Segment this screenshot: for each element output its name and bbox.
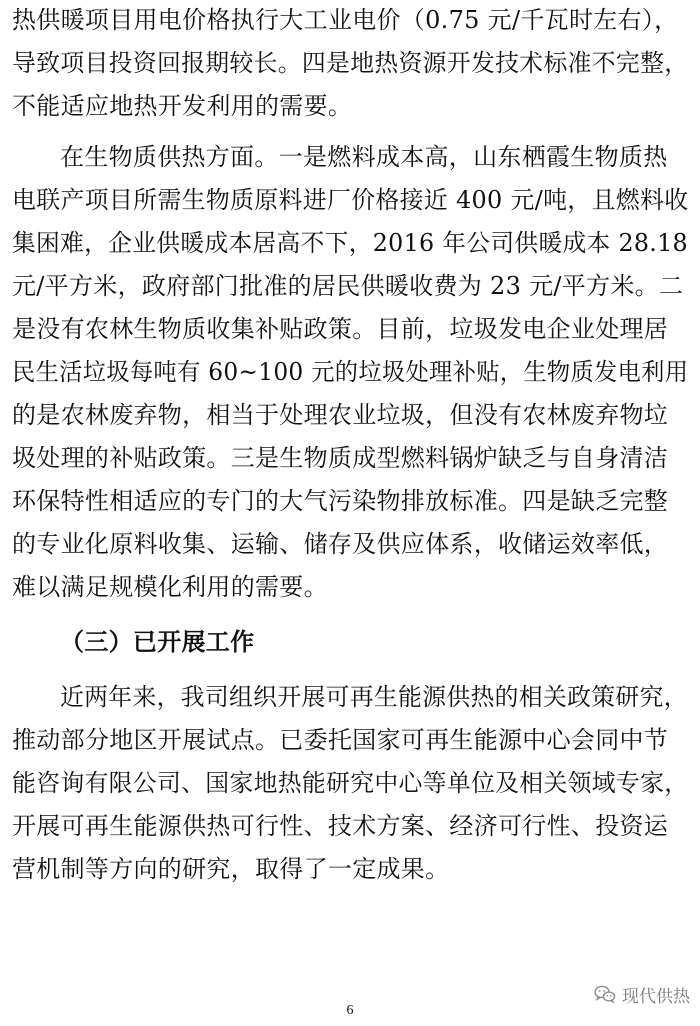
- watermark-text: 现代供热: [622, 986, 690, 1007]
- text-line: 圾处理的补贴政策。三是生物质成型燃料锅炉缺乏与自身清洁: [12, 444, 669, 472]
- text-line: 的专业化原料收集、运输、储存及供应体系，收储运效率低，: [12, 530, 669, 558]
- text-line: 推动部分地区开展试点。已委托国家可再生能源中心会同中节: [12, 726, 669, 754]
- text-line: 营机制等方向的研究，取得了一定成果。: [12, 855, 450, 883]
- text-line: 是没有农林生物质收集补贴政策。目前，垃圾发电企业处理居: [12, 315, 669, 343]
- wechat-icon: [594, 985, 616, 1003]
- text-line: 的是农林废弃物，相当于处理农业垃圾，但没有农林废弃物垃: [12, 401, 669, 429]
- text-line: 电联产项目所需生物质原料进厂价格接近 400 元/吨，且燃料收: [12, 186, 689, 214]
- text-line: 集困难，企业供暖成本居高不下，2016 年公司供暖成本 28.18: [12, 229, 688, 257]
- text-line: 元/平方米，政府部门批准的居民供暖收费为 23 元/平方米。二: [12, 272, 684, 300]
- text-line: 开展可再生能源供热可行性、技术方案、经济可行性、投资运: [12, 812, 669, 840]
- text-line: 难以满足规模化利用的需要。: [12, 573, 328, 601]
- page-number: 6: [346, 1003, 354, 1018]
- text-line: 近两年来，我司组织开展可再生能源供热的相关政策研究，: [60, 683, 688, 711]
- watermark: [594, 982, 690, 1006]
- text-line: 能咨询有限公司、国家地热能研究中心等单位及相关领域专家，: [12, 769, 689, 797]
- text-line: 民生活垃圾每吨有 60~100 元的垃圾处理补贴，生物质发电利用: [12, 358, 689, 386]
- text-line: 在生物质供热方面。一是燃料成本高，山东栖霞生物质热: [60, 143, 668, 171]
- text-line: 导致项目投资回报期较长。四是地热资源开发技术标准不完整，: [12, 49, 689, 77]
- text-line: 不能适应地热开发利用的需要。: [12, 92, 353, 120]
- text-line: 热供暖项目用电价格执行大工业电价（0.75 元/千瓦时左右），: [12, 6, 679, 34]
- text-line: 环保特性相适应的专门的大气污染物排放标准。四是缺乏完整: [12, 487, 669, 515]
- section-heading: （三）已开展工作: [60, 627, 255, 656]
